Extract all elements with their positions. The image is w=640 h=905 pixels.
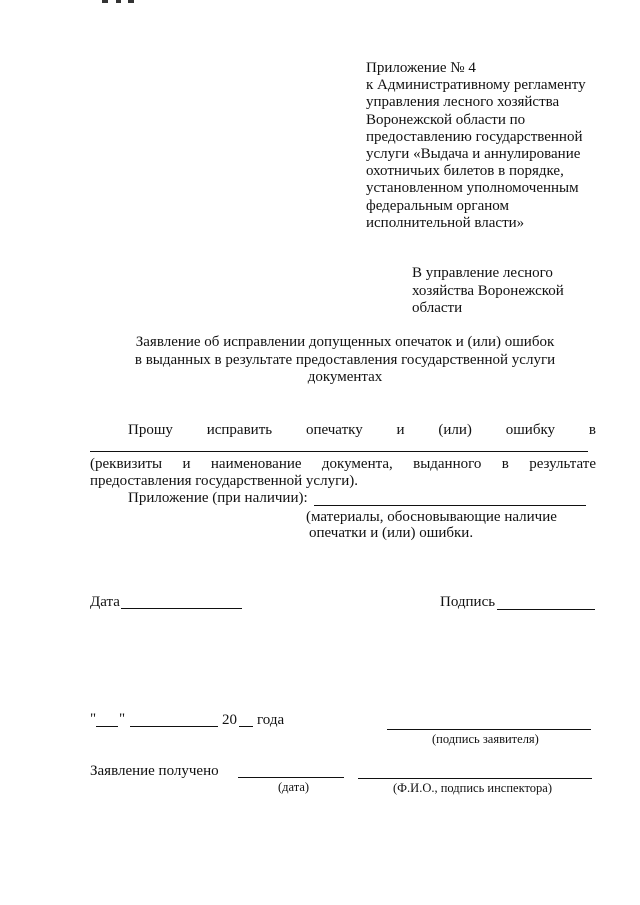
date-field[interactable] [121, 608, 242, 609]
request-word: (или) [438, 422, 472, 438]
request-word: и [396, 422, 405, 438]
document-details-field[interactable] [90, 451, 588, 452]
received-label: Заявление получено [90, 763, 219, 779]
hint-word: в [501, 456, 509, 472]
year-prefix: 20 [222, 712, 237, 728]
appendix-line: предоставлению государственной [366, 128, 583, 145]
hint-word: наименование [210, 456, 302, 472]
hint-word: (реквизиты [90, 456, 163, 472]
date-quote-open: " [90, 711, 97, 727]
attachment-hint-line1: (материалы, обосновывающие наличие [306, 509, 557, 525]
month-field[interactable] [130, 726, 218, 727]
attachment-hint-line2: опечатки и (или) ошибки. [309, 525, 474, 541]
appendix-line: федеральным органом [366, 197, 509, 214]
applicant-signature-caption: (подпись заявителя) [432, 732, 539, 746]
date-quote-close: " [119, 711, 126, 727]
request-word: в [588, 422, 596, 438]
document-details-hint [90, 456, 596, 473]
appendix-line: исполнительной власти» [366, 214, 525, 231]
addressee-line: области [412, 300, 463, 316]
request-word: исправить [206, 422, 273, 438]
appendix-header [366, 60, 616, 232]
request-word: опечатку [305, 422, 363, 438]
appendix-line: охотничьих билетов в порядке, [366, 163, 564, 180]
appendix-line: услуги «Выдача и аннулирование [366, 146, 581, 163]
request-sentence [128, 422, 596, 439]
title-line: Заявление об исправлении допущенных опечаток и (или) ошибок [135, 334, 555, 350]
hint-word: результате [529, 456, 596, 472]
year-suffix: года [257, 712, 285, 728]
appendix-line: к Административному регламенту [366, 77, 586, 94]
attachment-field[interactable] [314, 505, 586, 506]
addressee-line: В управление лесного [412, 265, 553, 281]
applicant-signature-field[interactable] [387, 729, 591, 730]
signature-field[interactable] [497, 609, 595, 610]
year-field[interactable] [239, 726, 253, 727]
document-details-hint-line2: предоставления государственной услуги). [90, 473, 359, 489]
request-word: ошибку [505, 422, 556, 438]
attachment-label: Приложение (при наличии): [128, 490, 308, 506]
signature-label: Подпись [440, 594, 496, 610]
appendix-line: Приложение № 4 [366, 60, 476, 76]
inspector-caption: (Ф.И.О., подпись инспектора) [393, 781, 552, 795]
hint-word: выданного [413, 456, 482, 472]
day-field[interactable] [96, 726, 118, 727]
scan-artifact [128, 0, 134, 3]
addressee-block [412, 265, 612, 318]
date-label: Дата [90, 594, 120, 610]
request-word: Прошу [128, 422, 173, 438]
received-date-caption: (дата) [278, 780, 310, 794]
document-title [100, 334, 590, 387]
scan-artifact [116, 0, 121, 3]
appendix-line: управления лесного хозяйства [366, 94, 560, 111]
title-line: документах [307, 369, 383, 385]
hint-word: и [182, 456, 191, 472]
inspector-field[interactable] [358, 778, 592, 779]
received-date-field[interactable] [238, 777, 344, 778]
appendix-line: установленном уполномоченным [366, 180, 579, 197]
appendix-line: Воронежской области по [366, 111, 526, 128]
hint-word: документа, [321, 456, 393, 472]
addressee-line: хозяйства Воронежской [412, 282, 564, 299]
title-line: в выданных в результате предоставления государственной услуги [134, 351, 556, 368]
scan-artifact [102, 0, 108, 3]
